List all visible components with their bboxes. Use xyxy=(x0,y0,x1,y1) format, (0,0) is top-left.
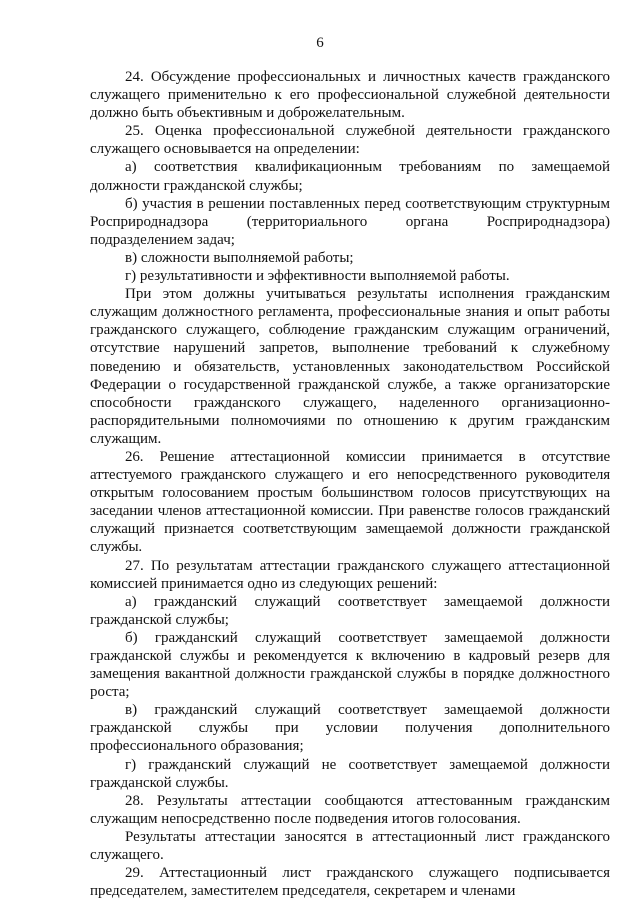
paragraph-29: 29. Аттестационный лист гражданского служащего подписывается председателем, заместителем председателя, секретарем и членами xyxy=(90,865,610,900)
list-item-25g: г) результативности и эффективности выполняемой работы. xyxy=(125,268,510,285)
document-body xyxy=(90,68,610,900)
list-item-27a: а) гражданский служащий соответствует замещаемой должности гражданской службы; xyxy=(90,593,610,628)
list-item-27v: в) гражданский служащий соответствует замещаемой должности гражданской службы при условии получения дополнительного профессионального образования; xyxy=(90,702,610,755)
paragraph-28: 28. Результаты аттестации сообщаются аттестованным гражданским служащим непосредственно после подведения итогов голосования. xyxy=(90,792,610,827)
paragraph-25-note: При этом должны учитываться результаты исполнения гражданским служащим должностного регламента, профессиональные знания и опыт работы гражданского служащего, соблюдение гражданским служащим ограничений, отсутствие нарушений запретов, выполнение требований к служебному поведению и обязательств, установленных законодательством Российской Федерации о государственной гражданской службе, а также организаторские способности гражданского служащего, наделенного организационно-распорядительными полномочиями по отношению к другим гражданским служащим. xyxy=(90,286,610,447)
paragraph-27: 27. По результатам аттестации гражданского служащего аттестационной комиссией принимается одно из следующих решений: xyxy=(90,557,610,592)
list-item-25a: а) соответствия квалификационным требованиям по замещаемой должности гражданской службы; xyxy=(90,159,610,194)
paragraph-28-note: Результаты аттестации заносятся в аттестационный лист гражданского служащего. xyxy=(90,828,610,864)
paragraph-26: 26. Решение аттестационной комиссии принимается в отсутствие аттестуемого гражданского служащего и его непосредственного руководителя открытым голосованием простым большинством голосов присутствующих на заседании членов аттестационной комиссии. При равенстве голосов гражданский служащий признается соответствующим замещаемой должности гражданской службы. xyxy=(90,448,610,556)
paragraph-24: 24. Обсуждение профессиональных и личностных качеств гражданского служащего применительно к его профессиональной служебной деятельности должно быть объективным и доброжелательным. xyxy=(90,69,610,122)
list-item-25v: в) сложности выполняемой работы; xyxy=(125,249,354,266)
list-item-25b: б) участия в решении поставленных перед соответствующим структурным Росприроднадзора (территориального органа Росприроднадзора) подразделением задач; xyxy=(90,195,610,248)
paragraph-25: 25. Оценка профессиональной служебной деятельности гражданского служащего основывается на определении: xyxy=(90,123,610,158)
list-item-27b: б) гражданский служащий соответствует замещаемой должности гражданской службы и рекомендуется к включению в кадровый резерв для замещения вакантной должности гражданской службы в порядке должностного роста; xyxy=(90,629,610,701)
page-number: 6 xyxy=(316,35,324,51)
list-item-27g: г) гражданский служащий не соответствует замещаемой должности гражданской службы. xyxy=(90,756,610,791)
